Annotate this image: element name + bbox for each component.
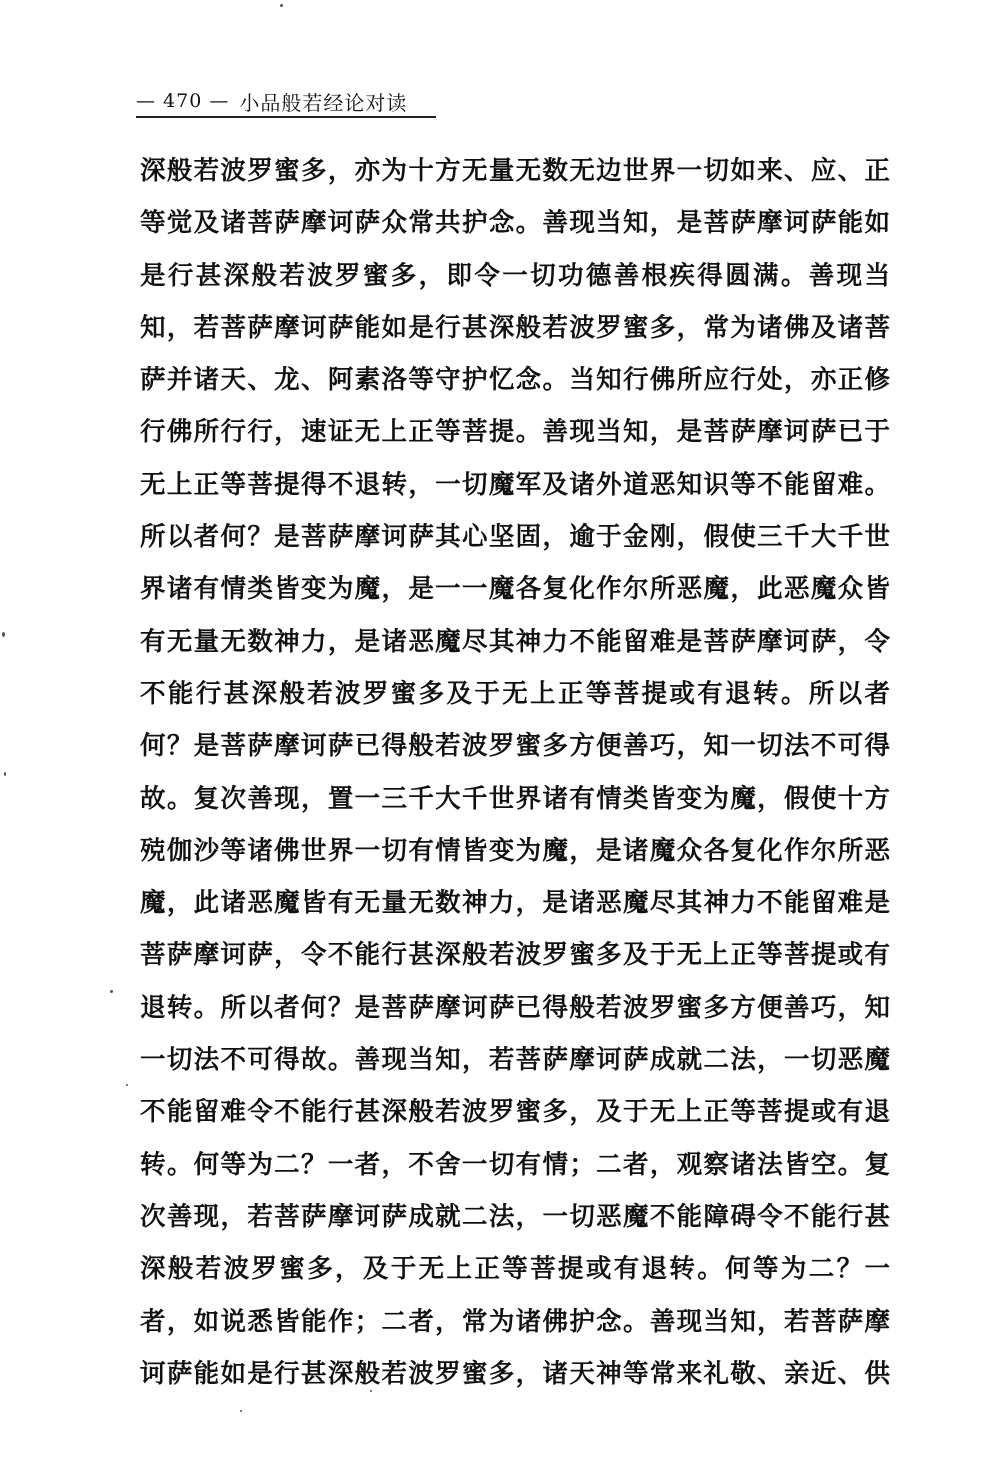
text-line: 不能留难令不能行甚深般若波罗蜜多，及于无上正等菩提或有退 [140, 1097, 890, 1128]
text-line: 诃萨能如是行甚深般若波罗蜜多，诸天神等常来礼敬、亲近、供 [140, 1358, 890, 1389]
text-line: 知，若菩萨摩诃萨能如是行甚深般若波罗蜜多，常为诸佛及诸菩 [140, 312, 890, 343]
text-line: 无上正等菩提得不退转，一切魔军及诸外道恶知识等不能留难。 [140, 469, 890, 500]
scan-speck [280, 4, 283, 7]
scan-speck [370, 1390, 372, 1392]
scan-speck [240, 1410, 242, 1412]
text-line: 魔，此诸恶魔皆有无量无数神力，是诸恶魔尽其神力不能留难是 [140, 888, 890, 919]
text-line: 深般若波罗蜜多，亦为十方无量无数无边世界一切如来、应、正 [140, 156, 890, 186]
body-text [140, 145, 890, 1400]
text-line: 深般若波罗蜜多，及于无上正等菩提或有退转。何等为二？一 [140, 1254, 890, 1285]
text-line: 何？是菩萨摩诃萨已得般若波罗蜜多方便善巧，知一切法不可得 [140, 731, 890, 762]
text-line: 故。复次善现，置一三千大千世界诸有情类皆变为魔，假使十方 [140, 783, 890, 814]
book-title: 小品般若经论对读 [239, 90, 408, 115]
text-line: 萨并诸天、龙、阿素洛等守护忆念。当知行佛所应行处，亦正修 [140, 365, 890, 396]
scan-speck [110, 990, 113, 993]
text-line: 所以者何？是菩萨摩诃萨其心坚固，逾于金刚，假使三千大千世 [140, 522, 890, 553]
page-number: — 470 — [136, 90, 230, 112]
text-line: 一切法不可得故。善现当知，若菩萨摩诃萨成就二法，一切恶魔 [140, 1045, 890, 1076]
scan-speck [126, 1084, 128, 1086]
text-line: 殑伽沙等诸佛世界一切有情皆变为魔，是诸魔众各复化作尔所恶 [140, 835, 890, 866]
text-line: 者，如说悉皆能作；二者，常为诸佛护念。善现当知，若菩萨摩 [140, 1306, 890, 1337]
text-line: 界诸有情类皆变为魔，是一一魔各复化作尔所恶魔，此恶魔众皆 [140, 574, 890, 605]
scan-speck [2, 632, 5, 637]
scan-speck [4, 772, 6, 776]
text-line: 不能行甚深般若波罗蜜多及于无上正等菩提或有退转。所以者 [140, 678, 890, 709]
text-line: 退转。所以者何？是菩萨摩诃萨已得般若波罗蜜多方便善巧，知 [140, 992, 890, 1023]
text-line: 有无量无数神力，是诸恶魔尽其神力不能留难是菩萨摩诃萨，令 [140, 626, 890, 657]
running-header [136, 86, 436, 118]
text-line: 是行甚深般若波罗蜜多，即令一切功德善根疾得圆满。善现当 [140, 260, 890, 291]
text-line: 等觉及诸菩萨摩诃萨众常共护念。善现当知，是菩萨摩诃萨能如 [140, 208, 890, 239]
text-line: 菩萨摩诃萨，令不能行甚深般若波罗蜜多及于无上正等菩提或有 [140, 940, 890, 971]
text-line: 转。何等为二？一者，不舍一切有情；二者，观察诸法皆空。复 [140, 1149, 890, 1180]
text-line: 次善现，若菩萨摩诃萨成就二法，一切恶魔不能障碍令不能行甚 [140, 1201, 890, 1232]
text-line: 行佛所行行，速证无上正等菩提。善现当知，是菩萨摩诃萨已于 [140, 417, 890, 448]
